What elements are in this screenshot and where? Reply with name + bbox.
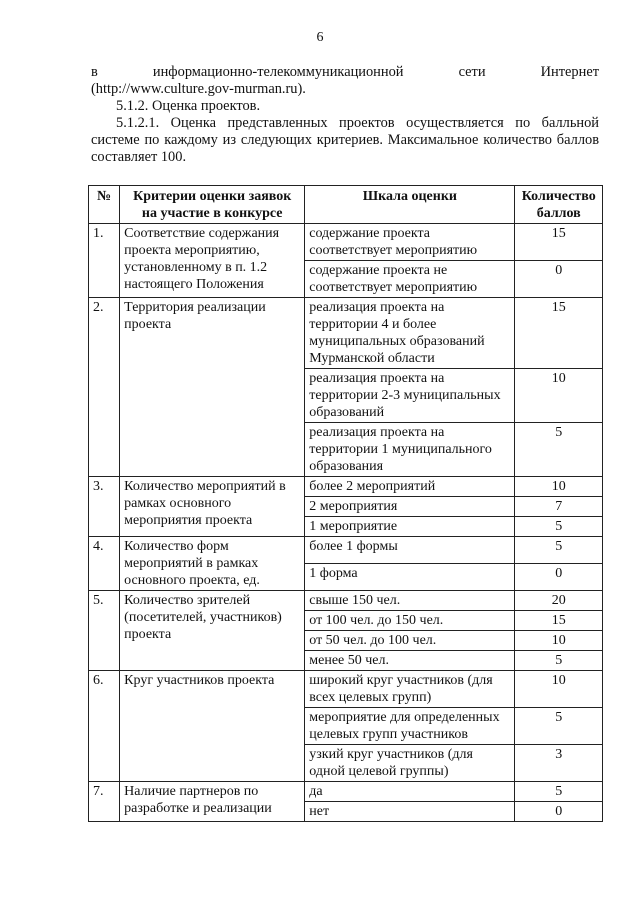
page-number: 6 [316,30,324,45]
criterion-cell: Количество зрителей (посетителей, участников) проекта [120,591,305,671]
score-cell: 15 [515,224,603,261]
score-cell: 10 [515,477,603,497]
header-scale: Шкала оценки [305,186,515,224]
scale-cell: более 1 формы [305,537,515,564]
row-number: 3. [89,477,120,537]
intro-block [91,64,599,166]
scale-cell: содержание проекта не соответствует мероприятию [305,261,515,298]
row-number: 2. [89,298,120,477]
score-cell: 10 [515,671,603,708]
score-cell: 5 [515,708,603,745]
table-row [89,591,603,611]
section-5-1-2-1: 5.1.2.1. Оценка представленных проектов осуществляется по балльной системе по каждому из следующих критериев. Максимальное количество баллов составляет 100. [91,115,599,165]
criterion-cell: Территория реализации проекта [120,298,305,477]
table-row [89,537,603,564]
score-cell: 5 [515,423,603,477]
intro-line-2: (http://www.culture.gov-murman.ru). [91,81,306,97]
scale-cell: реализация проекта на территории 2-3 муниципальных образований [305,369,515,423]
scale-cell: 2 мероприятия [305,497,515,517]
score-cell: 5 [515,537,603,564]
header-num: № [89,186,120,224]
score-cell: 5 [515,782,603,802]
score-cell: 0 [515,261,603,298]
row-number: 5. [89,591,120,671]
scale-cell: реализация проекта на территории 4 и более муниципальных образований Мурманской области [305,298,515,369]
criterion-cell: Наличие партнеров по разработке и реализации [120,782,305,822]
criterion-cell: Круг участников проекта [120,671,305,782]
scale-cell: менее 50 чел. [305,651,515,671]
scale-cell: реализация проекта на территории 1 муниципального образования [305,423,515,477]
scale-cell: 1 мероприятие [305,517,515,537]
scale-cell: свыше 150 чел. [305,591,515,611]
intro-word: в [91,64,98,80]
scale-cell: широкий круг участников (для всех целевых групп) [305,671,515,708]
table-row [89,224,603,261]
row-number: 7. [89,782,120,822]
section-5-1-2: 5.1.2. Оценка проектов. [116,98,261,114]
scale-cell: от 100 чел. до 150 чел. [305,611,515,631]
score-cell: 0 [515,564,603,591]
score-cell: 5 [515,651,603,671]
scale-cell: нет [305,802,515,822]
score-cell: 10 [515,631,603,651]
scale-cell: мероприятие для определенных целевых групп участников [305,708,515,745]
scale-cell: 1 форма [305,564,515,591]
scale-cell: от 50 чел. до 100 чел. [305,631,515,651]
score-cell: 15 [515,298,603,369]
score-cell: 7 [515,497,603,517]
table-row [89,671,603,708]
table-header-row [89,186,603,224]
row-number: 4. [89,537,120,591]
score-cell: 0 [515,802,603,822]
table-row [89,477,603,497]
score-cell: 15 [515,611,603,631]
criterion-cell: Количество форм мероприятий в рамках основного проекта, ед. [120,537,305,591]
scale-cell: содержание проекта соответствует мероприятию [305,224,515,261]
header-score: Количество баллов [515,186,603,224]
criteria-table [88,185,603,822]
scale-cell: узкий круг участников (для одной целевой группы) [305,745,515,782]
table-row [89,298,603,369]
score-cell: 5 [515,517,603,537]
table-row [89,782,603,802]
criterion-cell: Соответствие содержания проекта мероприятию, установленному в п. 1.2 настоящего Положения [120,224,305,298]
score-cell: 20 [515,591,603,611]
row-number: 6. [89,671,120,782]
intro-word: сети [458,64,486,80]
intro-word: Интернет [540,64,599,80]
scale-cell: более 2 мероприятий [305,477,515,497]
header-criterion: Критерии оценки заявок на участие в конкурсе [120,186,305,224]
intro-line-1 [91,64,599,81]
row-number: 1. [89,224,120,298]
score-cell: 3 [515,745,603,782]
scale-cell: да [305,782,515,802]
criterion-cell: Количество мероприятий в рамках основного мероприятия проекта [120,477,305,537]
intro-word: информационно-телекоммуникационной [152,64,404,80]
table-body [89,224,603,822]
score-cell: 10 [515,369,603,423]
